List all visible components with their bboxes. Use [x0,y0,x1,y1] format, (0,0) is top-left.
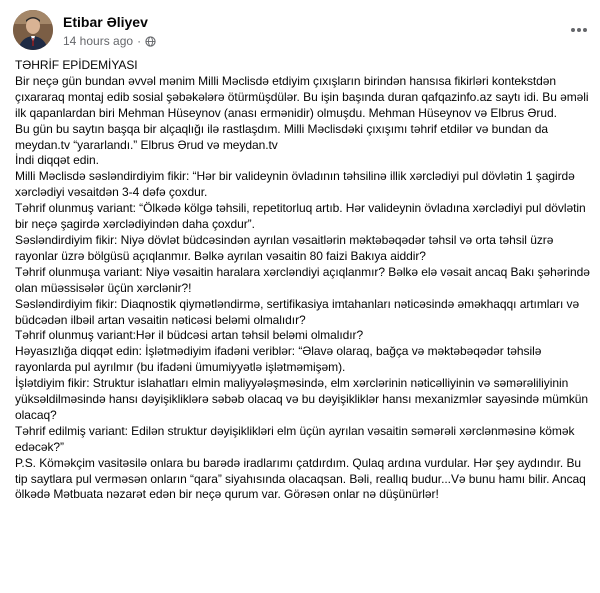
post-paragraph: Təhrif edilmiş variant: Edilən struktur dəyişiklikləri elm üçün ayrılan vəsaitin səmərəli xərclənməsinə kömək edəcək?” [15,423,575,454]
post-paragraph: İndi diqqət edin. [15,153,99,168]
post-paragraph: Bu gün bu saytın başqa bir alçaqlığı ilə rastlaşdım. Milli Məclisdəki çıxışımı təhrif etdilər və bundan da meydan.tv “yararlandı.” Elbrus Ərud və meydan.tv [15,121,548,152]
post-paragraph: İşlətdiyim fikir: Struktur islahatları elmin maliyyələşməsində, elm xərclərinin nəticəlliyinin və səmərəliliyinin yüksəldilməsində hansı dəyişikliklərə səbəb olacaq və bu dəyişikliklər hansı mexanizmlər sayəsində mümkün olacaq? [15,376,589,422]
post-paragraph: Təhrif olunmuş variant:Hər il büdcəsi artan təhsil beləmi olmalıdır? [15,328,364,343]
post-paragraph: Milli Məclisdə səsləndirdiyim fikir: “Hər bir valideynin övladının təhsilinə illik xərclədiyi pul dövlətin 1 şagirdə xərclədiyi vəsaitdən 3-4 dəfə çoxdur. [15,169,575,200]
more-options-icon[interactable] [567,18,591,42]
post-meta [63,34,156,48]
post-paragraph: Bir neçə gün bundan əvvəl mənim Milli Məclisdə etdiyim çıxışların birindən hansısa fikirləri kontekstdən çıxararaq montaj edib sosial şəbəkələrə ötürmüşdülər. Bu işin başında duran qafqazinfo.az saytı idi. Bu əməli ilk qapanlardan biri Mehman Hüseynov (anası ermənidir) olmuşdu. Mehman Hüseynov və Elbrus Ərud. [15,73,589,120]
post-header [13,10,593,54]
post-timestamp[interactable]: 14 hours ago [63,34,134,48]
post-body [15,58,591,503]
post-paragraph: Səsləndirdiyim fikir: Diaqnostik qiymətləndirmə, sertifikasiya imtahanları nəticəsində əməkhaqqı artımları və büdcədən ilbəil artan vəsaitin nəticəsi beləmi olmalıdır? [15,296,580,327]
post-paragraph: Səsləndirdiyim fikir: Niyə dövlət büdcəsindən ayrılan vəsaitlərin məktəbəqədər təhsil və orta təhsil üzrə rayonlar üzrə bölgüsü açıqlanmır. Bəlkə ayrılan vəsaitin 80 faizi Bakıya aiddir? [15,232,554,263]
post-paragraph: Həyasızlığa diqqət edin: İşlətmədiyim ifadəni veriblər: “Əlavə olaraq, bağça və məktəbəqədər təhsilə rayonlarda pul ayrılmır (bu ifadəni ümumiyyətlə işlətməmişəm). [15,344,542,375]
post-paragraph: TƏHRİF EPİDEMİYASI [15,58,138,72]
author-name[interactable]: Etibar Əliyev [63,14,148,30]
meta-separator: · [137,34,142,48]
avatar[interactable] [13,10,53,50]
post-paragraph: P.S. Köməkçim vasitəsilə onlara bu barədə iradlarımı çatdırdım. Qulaq ardına vurdular. Hər şey aydındır. Bu tip saytlara pul verməsən onların “qara” siyahısında olacaqsan. Bəli, reallıq budur...Və bunu hamı bilir. Ancaq ölkədə Mətbuata nəzarət edən bir neçə qurum var. Görəsən onlar nə düşünürlər! [15,455,586,502]
post-paragraph: Təhrif olunmuşa variant: Niyə vəsaitin haralara xərcləndiyi açıqlanmır? Bəlkə elə vəsait ancaq Bakı şəhərində olan müəssisələr üçün xərclənir?! [15,264,590,295]
post-paragraph: Təhrif olunmuş variant: “Ölkədə kölgə təhsili, repetitorluq artıb. Hər valideynin övladına xərclədiyi pul dövlətin bir neçə şagirdə xərclədiyindən daha çoxdur”. [15,201,586,232]
globe-icon[interactable] [145,36,156,47]
